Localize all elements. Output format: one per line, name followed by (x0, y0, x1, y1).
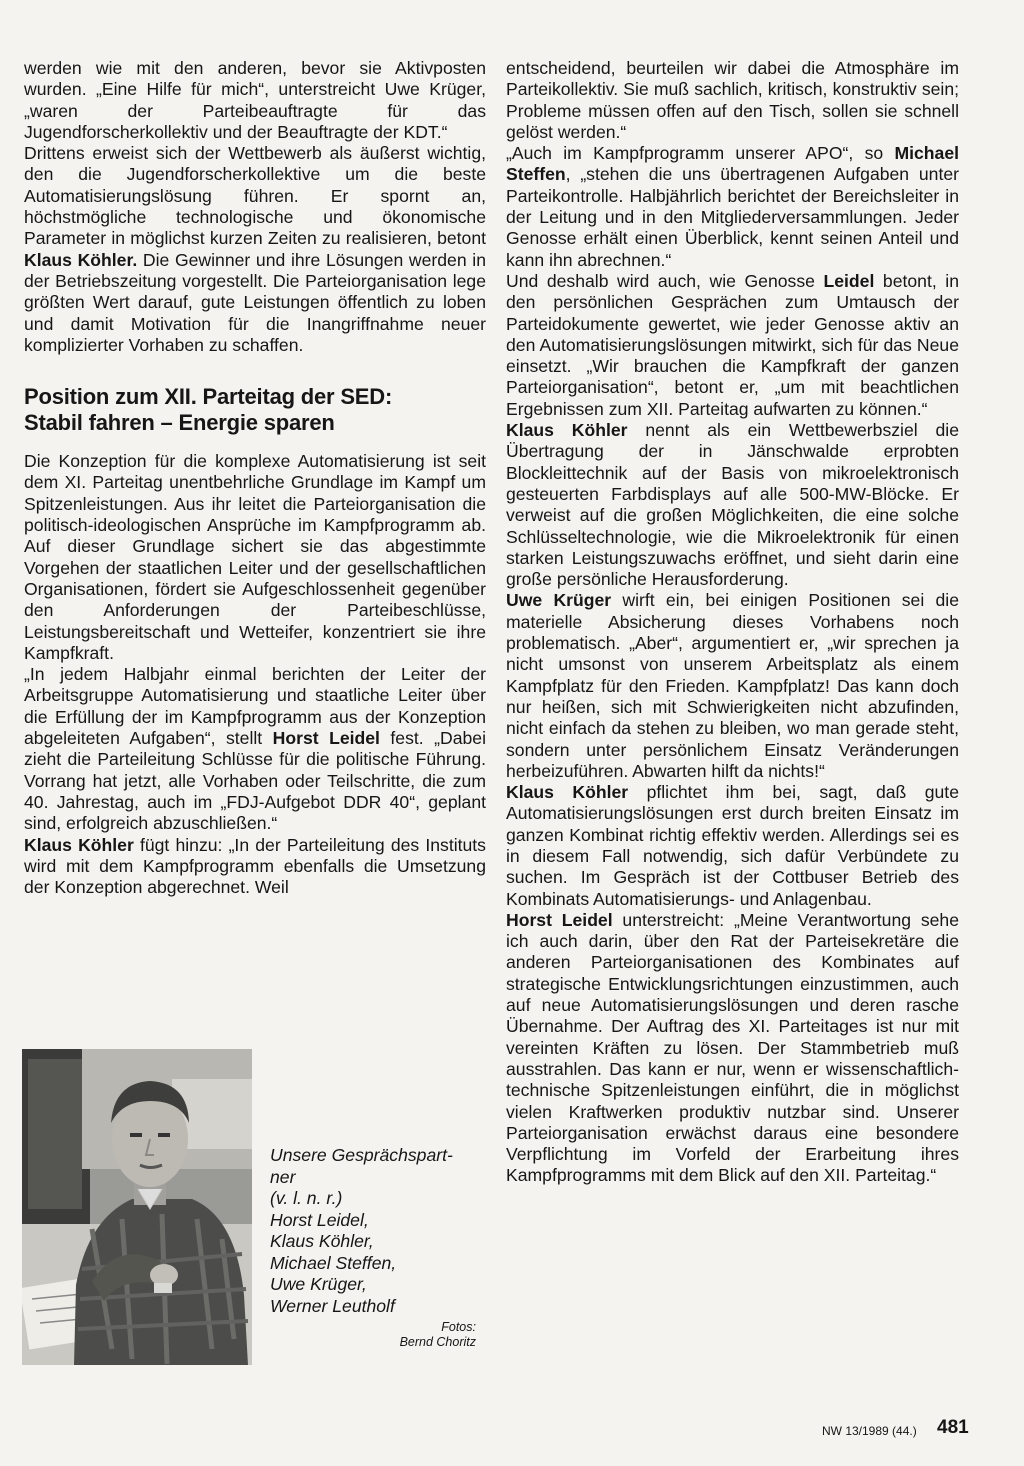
text: „Auch im Kampfprogramm unserer APO“, so (506, 143, 895, 164)
text: Die Gewinner und ihre Lösungen werden in der Betriebszeitung vorgestellt. Die Parteiorganisation lege größten Wert darauf, gute Leistungen öffentlich zu loben und damit Motivation für die Inangriffnahme neuer komplizierter Vorhaben zu schaffen. (24, 249, 486, 355)
speaker-name: Michael Steffen (506, 143, 959, 185)
credit-name: Bernd Choritz (399, 1335, 476, 1349)
text: nennt als ein Wettbewerbsziel die Übertragung der in Jänschwalde erprobten Blockleittechnik auf der Basis von mikroelektronisch gesteuerten Farbdisplays auf alle 500-MW-Blöcke. Er verweist auf die großen Möglichkeiten, die eine solche Schlüsseltechnologie, wie die Mikroelektronik für einen starken Leistungszuwachs eröffnet, und sieht darin eine große persönliche Herausforderung. (506, 420, 959, 590)
right-paragraph-1 (506, 58, 959, 143)
text: Drittens erweist sich der Wettbewerb als äußerst wichtig, den die Jugendforscherkollektive um die beste Automatisierungslösung führen. Er spornt an, höchstmögliche technologische und ökonomische Parameter in möglichst kurzen Zeiten zu realisieren, betont (24, 143, 486, 249)
heading-line: Position zum XII. Parteitag der SED: (24, 384, 393, 410)
caption-line: Klaus Köhler, (270, 1231, 374, 1251)
speaker-name: Horst Leidel (272, 728, 380, 749)
caption-line: Unsere Gesprächspart- (270, 1145, 453, 1165)
section-heading (24, 384, 486, 436)
caption-line: (v. l. n. r.) (270, 1188, 343, 1208)
speaker-name: Klaus Köhler (24, 834, 134, 855)
left-paragraph-2 (24, 143, 486, 356)
right-paragraph-2 (506, 143, 959, 271)
right-paragraph-6 (506, 782, 959, 910)
left-paragraph-1 (24, 58, 486, 143)
speaker-name: Klaus Köhler (506, 420, 628, 441)
speaker-name: Leidel (823, 270, 875, 291)
photo-credit (348, 1320, 476, 1350)
caption-line: Horst Leidel, (270, 1209, 369, 1230)
speaker-name: Uwe Krüger (506, 590, 612, 611)
text: Die Konzeption für die komplexe Automatisierung ist seit dem XI. Parteitag unentbehrliche Grundlage im Kampf um Spitzenleistungen. Aus ihr leitet die Parteiorganisation die politisch-ideologischen Ansprüche im Kampfprogramm ab. Auf dieser Grundlage sichert sie das abgestimmte Vorgehen der staatlichen Leiter und der gesellschaftlichen Organisationen, fördert sie Aufgeschlossenheit gegenüber den Anforderungen der Parteibeschlüsse, Leistungsbereitschaft und Wetteifer, konzentriert sie ihre Kampfkraft. (24, 451, 486, 663)
right-paragraph-7 (506, 910, 959, 1187)
credit-label: Fotos: (441, 1320, 476, 1334)
left-column (24, 58, 486, 898)
left-paragraph-5 (24, 835, 486, 899)
text: , „stehen die uns übertragenen Aufgaben unter Parteikontrolle. Halbjährlich berichtet der Bereichsleiter in der Leitung und in den Mitgliederversammlungen. Jeder Genosse erhält einen Überblick, kennt seinen Anteil und kann ihn abrechnen.“ (506, 164, 959, 270)
heading-line: Stabil fahren – Energie sparen (24, 410, 335, 436)
text: wirft ein, bei einigen Positionen sei die materielle Absicherung dieses Vorhabens noch problematisch. „Aber“, argumentiert er, „wir sprechen ja nicht umsonst von unserem Arbeitsplatz als einem Kampfplatz für den Frieden. Kampfplatz! Das kann doch nur heißen, sich mit Schwierigkeiten nicht abzufinden, nicht einfach da stehen zu bleiben, wo man gerade steht, sondern unter persönlichem Einsatz Veränderungen herbeizuführen. Abwarten hilft da nichts!“ (506, 590, 959, 781)
left-paragraph-4 (24, 664, 486, 834)
text: werden wie mit den anderen, bevor sie Aktivposten wurden. „Eine Hilfe für mich“, unterstreicht Uwe Krüger, „waren der Parteibeauftragte für das Jugendforscherkollektiv und der Beauftragte der KDT.“ (24, 58, 486, 142)
text: fügt hinzu: „In der Parteileitung des Instituts wird mit dem Kampfprogramm ebenfalls die Umsetzung der Konzeption abgerechnet. Weil (24, 834, 486, 898)
right-paragraph-3 (506, 271, 959, 420)
portrait-illustration (22, 1049, 252, 1365)
speaker-name: Klaus Köhler (506, 782, 629, 803)
text: pflichtet ihm bei, sagt, daß gute Automatisierungslösungen erst durch breiten Einsatz im ganzen Kombinat richtig effektiv werden. Allerdings sei es in diesem Fall notwendig, sich dafür Verbündete zu suchen. Im Gespräch ist der Cottbuser Betrieb des Kombinats Automatisierungs- und Anlagenbau. (506, 782, 959, 909)
left-paragraph-3 (24, 451, 486, 664)
caption-line: Werner Leutholf (270, 1295, 395, 1316)
photo-caption (270, 1145, 480, 1317)
text: fest. „Dabei zieht die Parteileitung Schlüsse für die politische Führung. Vorrang hat jetzt, alle Vorhaben oder Teilschritte, die zum 40. Jahrestag, auch im „FDJ-Aufgebot DDR 40“, geplant sind, erfolgreich abzuschließen.“ (24, 728, 486, 834)
issue-info: NW 13/1989 (44.) (822, 1424, 917, 1438)
text: unterstreicht: „Meine Verantwortung sehe ich auch darin, über den Rat der Parteisekretäre die anderen Parteiorganisationen des Kombinates auf strategische Entwicklungsrichtungen einzustimmen, auch auf neue Automatisierungslösungen und deren rasche Übernahme. Der Auftrag des XI. Parteitages ist nur mit vereinten Kräften zu lösen. Der Stammbetrieb muß ausstrahlen. Das kann er nur, wenn er wissenschaftlich-technische Spitzenleistungen einführt, die in möglichst vielen Kraftwerken produktiv nutzbar sind. Unserer Parteiorganisation erwächst daraus eine besondere Verpflichtung im Vorfeld der Erarbeitung ihres Kampfprogramms mit dem Blick auf den XII. Parteitag.“ (506, 909, 959, 1186)
caption-line: Michael Steffen, (270, 1252, 397, 1273)
text: Und deshalb wird auch, wie Genosse (506, 270, 824, 291)
speaker-name: Horst Leidel (506, 909, 613, 930)
page-number: 481 (937, 1417, 969, 1438)
caption-line: ner (270, 1166, 296, 1187)
right-paragraph-5 (506, 590, 959, 782)
caption-line: Uwe Krüger, (270, 1274, 367, 1294)
text: betont, in den persönlichen Gesprächen zum Umtausch der Parteidokumente gewertet, wie jeder Genosse aktiv an den Automatisierungslösungen mitwirkt, sich für das Neue einsetzt. „Wir brauchen die Kampfkraft der ganzen Parteiorganisation“, betont er, „um mit beachtlichen Ergebnissen zum XII. Parteitag aufwarten zu können.“ (506, 270, 959, 419)
right-paragraph-4 (506, 420, 959, 590)
right-column (506, 58, 959, 1187)
portrait-photo (22, 1049, 252, 1365)
text: entscheidend, beurteilen wir dabei die Atmosphäre im Parteikollektiv. Sie muß sachlich, kritisch, konstruktiv sein; Probleme müssen offen auf den Tisch, sollen sie schnell gelöst werden.“ (506, 58, 959, 142)
speaker-name: Klaus Köhler. (24, 249, 138, 270)
text: „In jedem Halbjahr einmal berichten der Leiter der Arbeitsgruppe Automatisierung und staatliche Leiter über die Erfüllung der im Kampfprogramm aus der Konzeption abgeleiteten Aufgaben“, stellt (24, 664, 486, 749)
